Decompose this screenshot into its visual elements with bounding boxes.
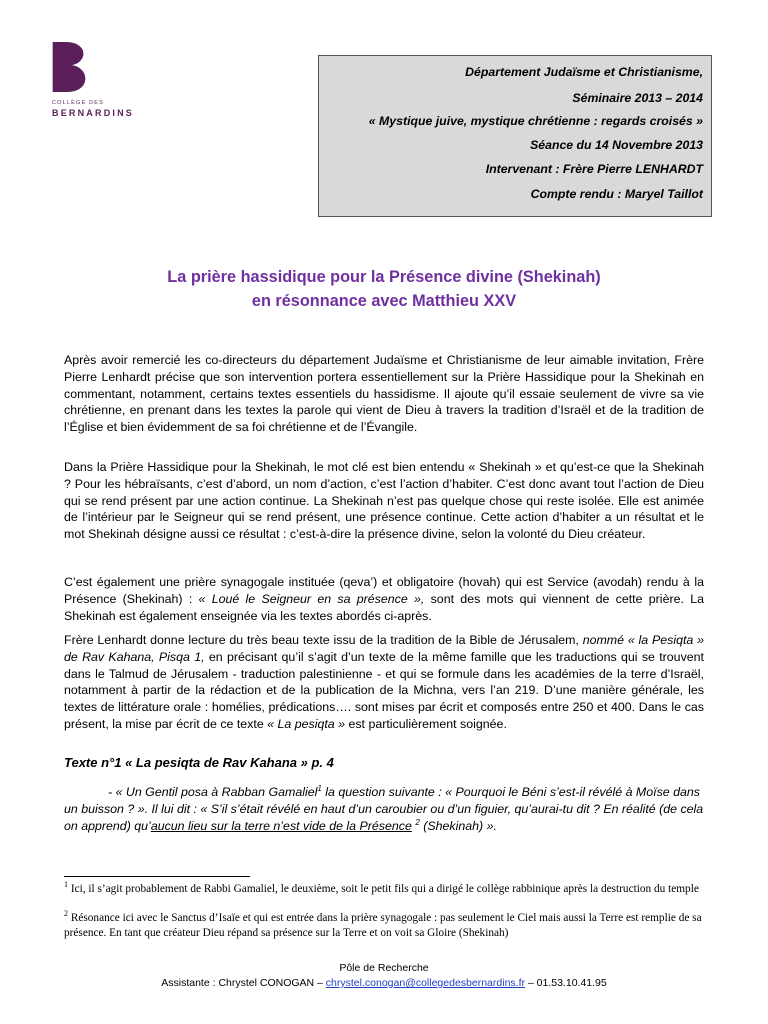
- footer-contact: [0, 977, 768, 989]
- info-speaker: Intervenant : Frère Pierre LENHARDT: [485, 162, 703, 176]
- footnote-ref-1[interactable]: 1: [317, 783, 322, 793]
- paragraph-4-title: « La pesiqta »: [267, 716, 346, 731]
- document-title-line2: en résonnance avec Matthieu XXV: [251, 292, 517, 310]
- quote-text-c: (Shekinah) ».: [419, 818, 497, 833]
- paragraph-4-text-a: Frère Lenhardt donne lecture du très beau texte issu de la tradition de la Bible de Jérusalem,: [64, 633, 583, 647]
- info-report-author: Compte rendu : Maryel Taillot: [530, 187, 703, 201]
- paragraph-2: [64, 459, 704, 543]
- footnote-separator: [64, 876, 250, 877]
- quote-text-a: - « Un Gentil posa à Rabban Gamaliel: [108, 785, 318, 799]
- seminar-info-box: [318, 55, 712, 217]
- footer-phone: – 01.53.10.41.95: [524, 977, 607, 989]
- paragraph-4-text-e: est particulièrement soignée.: [345, 716, 507, 731]
- quote-pesiqta: [64, 784, 704, 834]
- footnote-ref-2[interactable]: 2: [415, 817, 420, 827]
- paragraph-3-text-c: sont des mots qui viennent de cette prière. La Shekinah est également enseignée via les textes abordés ci-après.: [64, 591, 704, 623]
- info-session-date: Séance du 14 Novembre 2013: [530, 138, 703, 152]
- logo-line2: BERNARDINS: [52, 108, 135, 118]
- footnote-1-number: 1: [64, 880, 68, 890]
- paragraph-4: [64, 632, 704, 733]
- footer-research-pole: Pôle de Recherche: [339, 962, 429, 974]
- footnote-1: [64, 882, 714, 897]
- college-bernardins-logo: [52, 42, 86, 97]
- document-title-line1: La prière hassidique pour la Présence divine (Shekinah): [167, 268, 601, 286]
- paragraph-4-source: nommé « la Pesiqta » de Rav Kahana, Pisqa 1,: [64, 633, 704, 664]
- logo-line1: COLLÈGE DES: [52, 100, 105, 106]
- quote-underlined: aucun lieu sur la terre n’est vide de la Présence: [150, 818, 412, 833]
- footer-email-link[interactable]: chrystel.conogan@collegedesbernardins.fr: [325, 977, 525, 989]
- info-department: Département Judaïsme et Christianisme,: [465, 65, 703, 79]
- paragraph-1-text: Après avoir remercié les co-directeurs du département Judaïsme et Christianisme de leur aimable invitation, Frère Pierre Lenhardt précise que son intervention portera essentiellement sur la Prière Hassidique pour la Shekinah en commentant, notamment, certains textes essentiels du hassidisme. Il ajoute qu’il essaie seulement de vivre sa vie chrétienne, en prenant dans les textes la parole qui vient de Dieu à travers la tradition d’Israël et de la tradition de l’Église et bien évidemment de sa foi chrétienne et de l’Évangile.: [64, 353, 704, 435]
- paragraph-3: [64, 574, 704, 624]
- paragraph-3-text-a: C’est également une prière synagogale instituée (qeva’) et obligatoire (hovah) qui est Service (avodah) rendu à la Présence (Shekinah) :: [64, 575, 704, 606]
- paragraph-1: [64, 352, 704, 436]
- logo-b-mark-icon: [52, 42, 86, 92]
- footnote-2-text: Résonance ici avec le Sanctus d’Isaïe et qui est entrée dans la prière synagogale : pas seulement le Ciel mais aussi la Terre est remplie de sa présence. En tant que créateur Dieu répand sa présence sur la Terre et on voit sa Gloire (Shekinah): [64, 912, 702, 939]
- paragraph-3-quote: « Loué le Seigneur en sa présence »,: [198, 591, 425, 606]
- footnote-2: [64, 911, 714, 940]
- info-seminar: Séminaire 2013 – 2014: [572, 91, 703, 105]
- footer-assistant: Assistante : Chrystel CONOGAN –: [161, 977, 326, 989]
- footnote-2-number: 2: [64, 909, 68, 919]
- info-theme: « Mystique juive, mystique chrétienne : regards croisés »: [368, 114, 703, 128]
- paragraph-4-text-c: en précisant qu’il s’agit d’un texte de la même famille que les traductions qui se trouvent dans le Talmud de Jérusalem - traduction palestinienne - et qui se formule dans les académies de la terre d’Israël, notamment à partir de la rédaction et de la publication de la Michna, vers l’an 219. D’une manière générale, les textes de littérature orale : homélies, prédications…. sont mises par écrit et composés entre 250 et 400. Dans le cas présent, la mise par écrit de ce texte: [64, 649, 704, 731]
- section-heading-text1: Texte n°1 « La pesiqta de Rav Kahana » p. 4: [64, 755, 334, 770]
- paragraph-2-text: Dans la Prière Hassidique pour la Shekinah, le mot clé est bien entendu « Shekinah » et qu’est-ce que la Shekinah ? Pour les hébraïsants, c’est d’abord, un nom d’action, c’est l’action d’habiter. C’est donc avant tout l’action de Dieu qui se rend présent par une action continue. La Shekinah n’est pas quelque chose qui reste isolée. Elle est animée de l’intérieur par le Seigneur qui se rend présent, une présence continue. Cette action d’habiter a un résultat et le mot Shekinah désigne aussi ce résultat : c’est-à-dire la présence divine, selon la volonté du Dieu créateur.: [64, 460, 704, 542]
- quote-text-b: la question suivante : « Pourquoi le Béni s’est-il révélé à Moïse dans un buisson ? ». Il lui dit : « S’il s’était révélé en haut d’un caroubier ou d’un figuier, qu’aurai-tu dit ? En réalité (de cela on apprend) qu’: [64, 785, 704, 833]
- footnote-1-text: Ici, il s’agit probablement de Rabbi Gamaliel, le deuxième, soit le petit fils qui a dirigé le collège rabbinique après la destruction du temple: [68, 883, 699, 895]
